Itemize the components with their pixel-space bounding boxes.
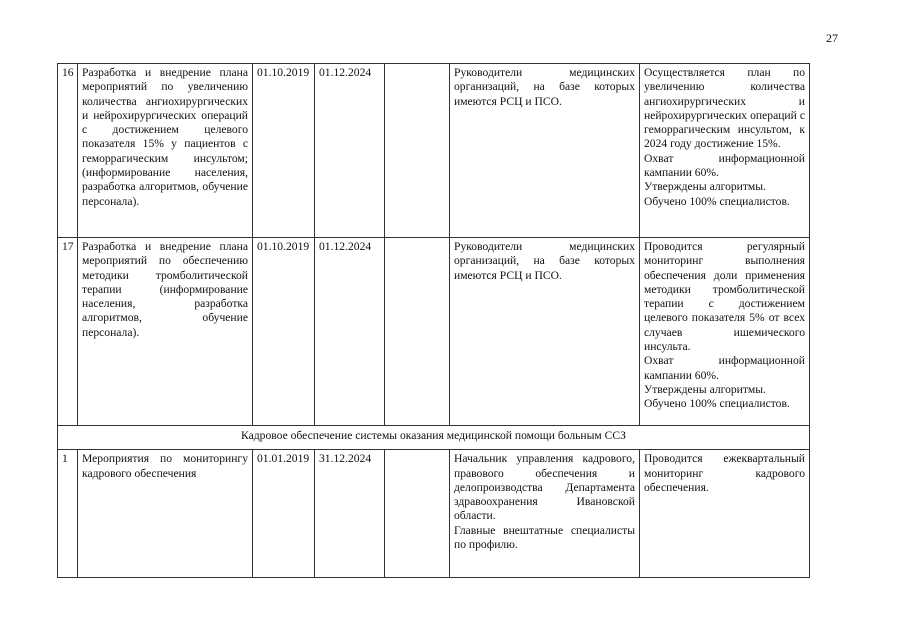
result-text: Обучено 100% специалистов. (644, 397, 790, 411)
result-text: Проводится регулярный мониторинг выполнения обеспечения доли применения методики тромболитической терапии с достижением целевого показателя 5% от всех случаев ишемического инсульта. (644, 240, 805, 354)
measure-name: Разработка и внедрение плана мероприятий по обеспечению методики тромболитической терапии (информирование населения, разработка алгоритмов, обучение персонала). (78, 238, 253, 426)
row-number: 17 (58, 238, 78, 426)
start-date: 01.01.2019 (253, 450, 315, 578)
start-date: 01.10.2019 (253, 64, 315, 238)
responsible-text: Главные внештатные специалисты по профилю. (454, 523, 635, 552)
end-date: 01.12.2024 (315, 64, 385, 238)
table-row (58, 238, 810, 426)
result-text: Утверждены алгоритмы. (644, 382, 766, 396)
table-row (58, 64, 810, 238)
measures-table (57, 63, 810, 578)
result (640, 450, 810, 578)
responsible: Руководители медицинских организаций, на базе которых имеются РСЦ и ПСО. (450, 238, 640, 426)
empty-cell (385, 238, 450, 426)
section-header-row (58, 426, 810, 450)
start-date: 01.10.2019 (253, 238, 315, 426)
measure-name: Мероприятия по мониторингу кадрового обеспечения (78, 450, 253, 578)
result-text: Проводится ежеквартальный мониторинг кадрового обеспечения. (644, 452, 805, 494)
result-text: Утверждены алгоритмы. (644, 180, 766, 194)
empty-cell (385, 64, 450, 238)
row-number: 1 (58, 450, 78, 578)
result-text: Осуществляется план по увеличению количества ангиохирургических и нейрохирургических операций с геморрагическим инсультом, к 2024 году достижение 15%. (644, 66, 805, 151)
responsible (450, 450, 640, 578)
result-text: Обучено 100% специалистов. (644, 194, 790, 208)
table-row (58, 450, 810, 578)
end-date: 31.12.2024 (315, 450, 385, 578)
responsible-text: Начальник управления кадрового, правового обеспечения и делопроизводства Департамента здравоохранения Ивановской области. (454, 452, 635, 523)
measure-name: Разработка и внедрение плана мероприятий по увеличению количества ангиохирургических и нейрохирургических операций с достижением целевого показателя 15% у пациентов с геморрагическим инсультом; (информирование населения, разработка алгоритмов, обучение персонала). (78, 64, 253, 238)
responsible: Руководители медицинских организаций, на базе которых имеются РСЦ и ПСО. (450, 64, 640, 238)
row-number: 16 (58, 64, 78, 238)
section-title: Кадровое обеспечение системы оказания медицинской помощи больным ССЗ (58, 426, 810, 450)
result-text: Охват информационной кампании 60%. (644, 354, 805, 382)
end-date: 01.12.2024 (315, 238, 385, 426)
result-text: Охват информационной кампании 60%. (644, 151, 805, 180)
page-number: 27 (826, 31, 838, 45)
result (640, 64, 810, 238)
empty-cell (385, 450, 450, 578)
result (640, 238, 810, 426)
